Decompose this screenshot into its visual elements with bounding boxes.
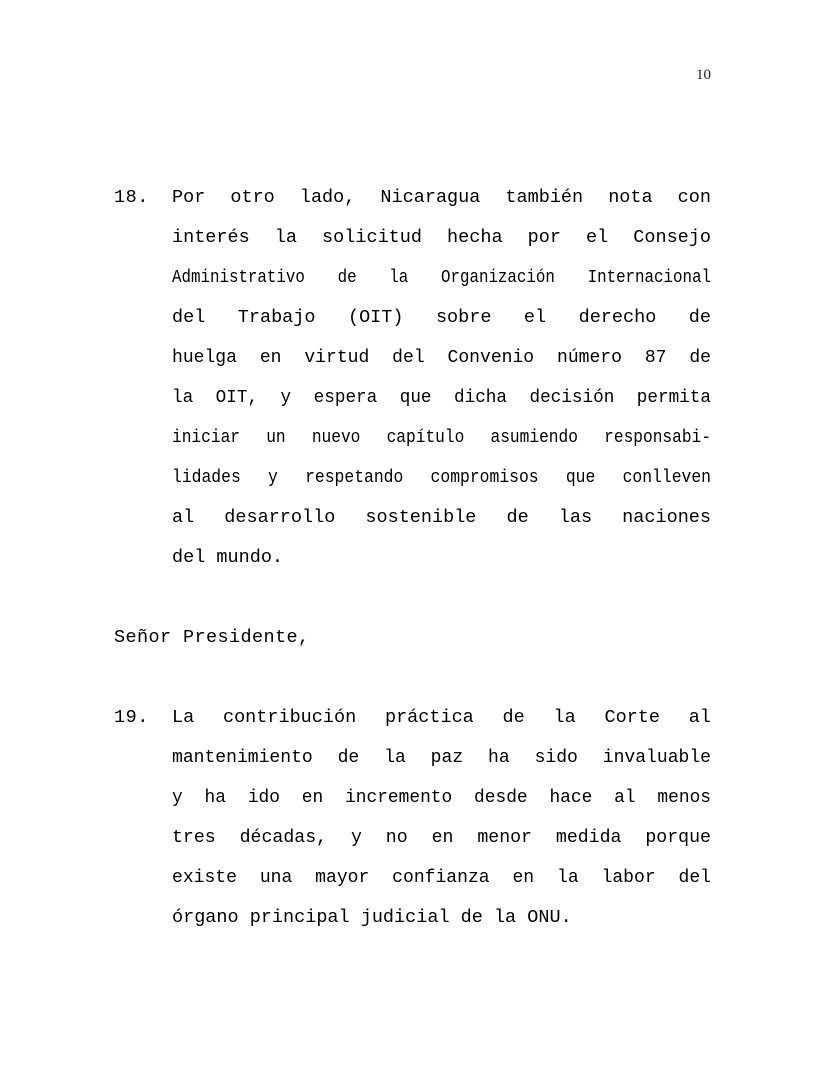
paragraph-gap-1 — [114, 578, 711, 618]
paragraph-18-text — [172, 178, 711, 578]
text-line — [172, 378, 711, 418]
numbered-paragraph-19 — [114, 698, 711, 938]
text-line — [172, 858, 711, 898]
page-number: 10 — [696, 67, 711, 83]
text-line — [172, 258, 711, 298]
text-line — [172, 298, 711, 338]
text-line-content: iniciar un nuevo capítulo asumiendo responsabi- — [172, 427, 711, 448]
text-line — [172, 698, 711, 738]
paragraph-gap-2 — [114, 658, 711, 698]
document-body — [114, 178, 711, 938]
text-line-content: existe una mayor confianza en la labor del — [172, 867, 712, 888]
text-line — [172, 418, 711, 458]
salutation-line: Señor Presidente, — [114, 627, 310, 648]
text-line-content: Administrativo de la Organización Internacional — [172, 267, 711, 288]
text-line-content: la OIT, y espera que dicha decisión permita — [172, 387, 711, 408]
paragraph-19-text — [172, 698, 711, 938]
text-line-content: mantenimiento de la paz ha sido invaluable — [172, 747, 712, 768]
text-line — [172, 498, 711, 538]
text-line — [172, 458, 711, 498]
text-line-content: Por otro lado, Nicaragua también nota con — [172, 187, 711, 208]
paragraph-marker-19: 19. — [114, 707, 149, 728]
text-line — [172, 218, 711, 258]
text-line-content: interés la solicitud hecha por el Consejo — [172, 227, 711, 248]
numbered-paragraph-18 — [114, 178, 711, 578]
text-line-content: del mundo. — [172, 547, 284, 568]
text-line-content: al desarrollo sostenible de las naciones — [172, 507, 711, 528]
text-line — [172, 178, 711, 218]
text-line — [172, 778, 711, 818]
text-line-content: huelga en virtud del Convenio número 87 de — [172, 347, 712, 368]
text-line — [172, 898, 711, 938]
text-line — [172, 818, 711, 858]
paragraph-marker-18: 18. — [114, 187, 149, 208]
text-line-content: del Trabajo (OIT) sobre el derecho de — [172, 307, 711, 328]
text-line-content: lidades y respetando compromisos que conlleven — [172, 467, 712, 488]
text-line-content: tres décadas, y no en menor medida porque — [172, 827, 711, 848]
text-line — [172, 538, 711, 578]
text-line — [172, 338, 711, 378]
text-line-content: y ha ido en incremento desde hace al menos — [172, 787, 711, 808]
text-line — [172, 738, 711, 778]
text-line-content: órgano principal judicial de la ONU. — [172, 907, 572, 928]
text-line-content: La contribución práctica de la Corte al — [172, 707, 711, 728]
